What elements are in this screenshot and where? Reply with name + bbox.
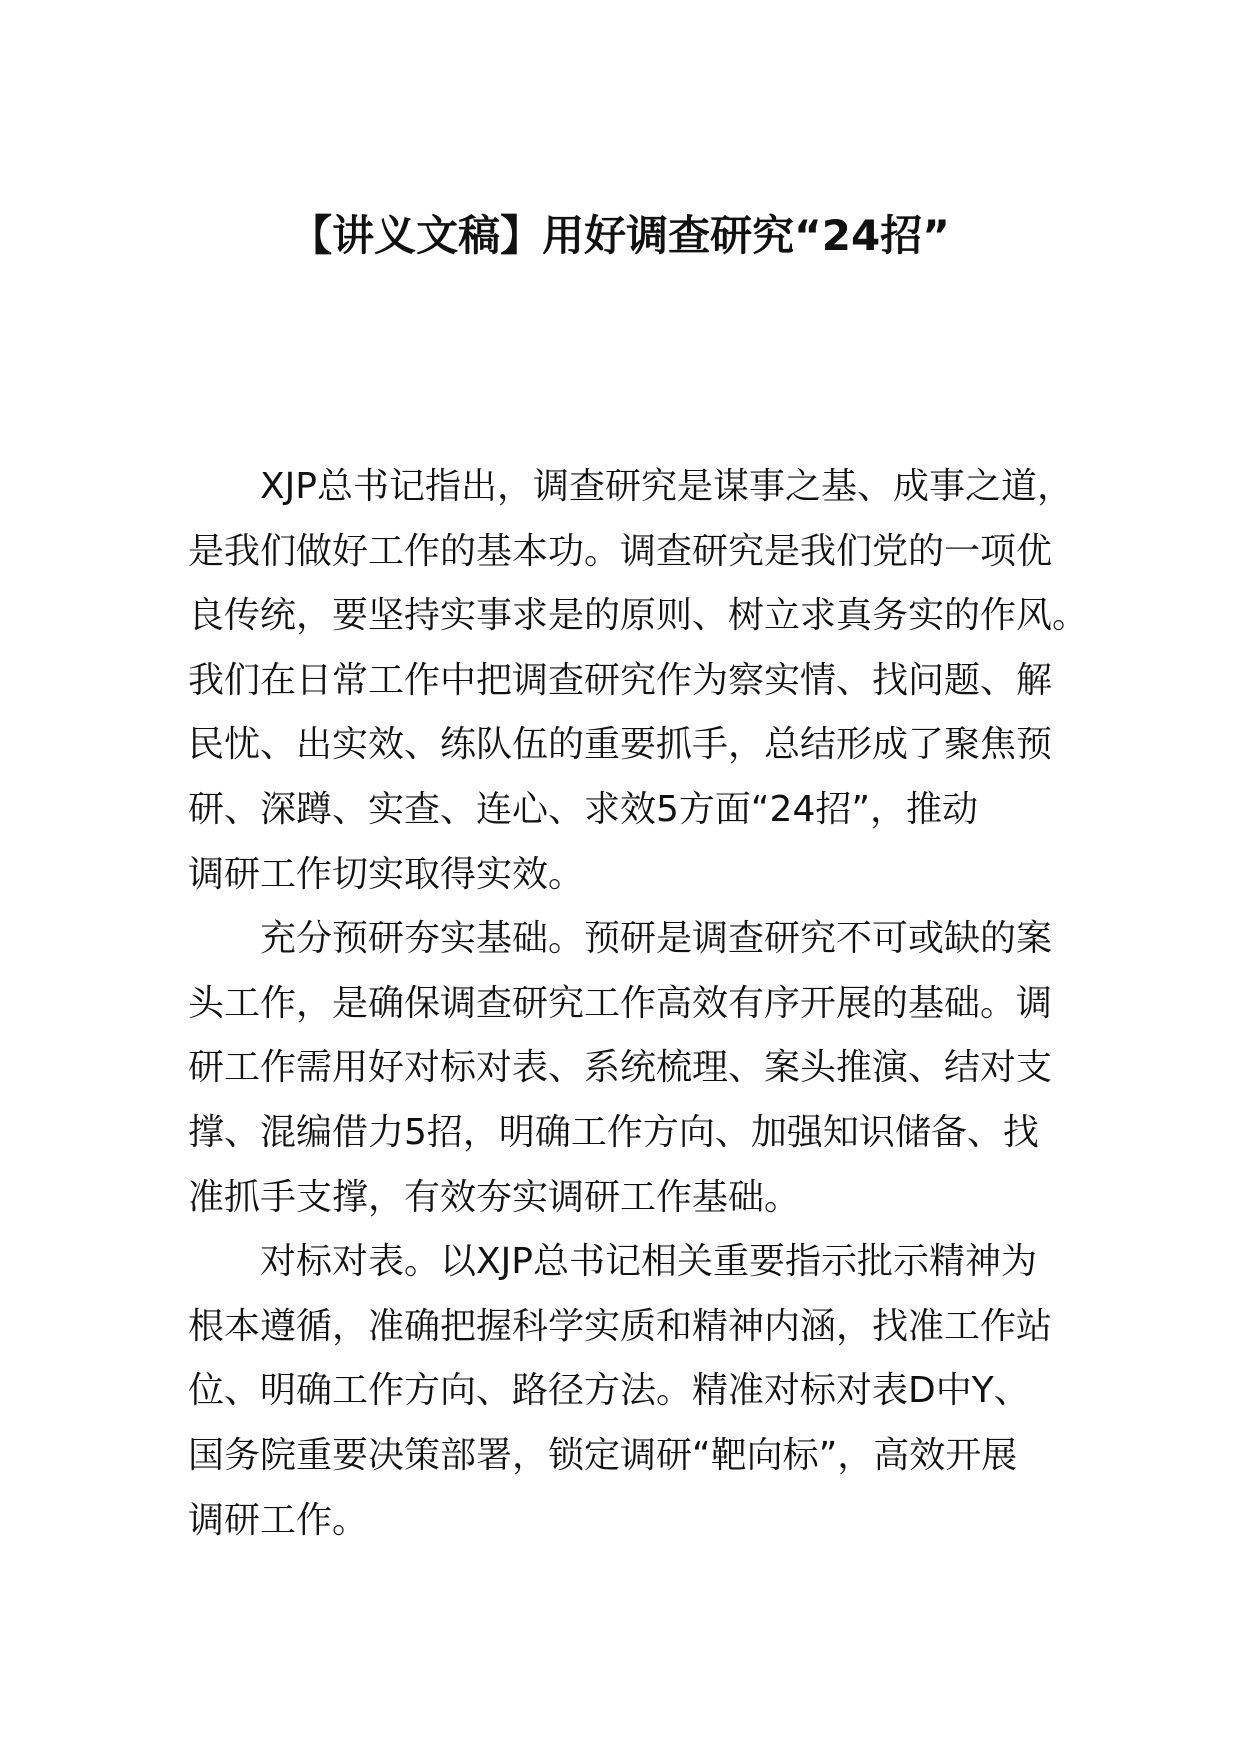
text-line: 研、深蹲、实查、连心、求效5方面“24招”，推动: [188, 788, 979, 830]
text-line: 位、明确工作方向、路径方法。精准对标对表D中Y、: [188, 1370, 1030, 1412]
text-line: 充分预研夯实基础。预研是调查研究不可或缺的案: [260, 918, 1053, 960]
document-title: 【讲义文稿】用好调查研究“24招”: [290, 211, 950, 260]
text-line: 准抓手支撑，有效夯实调研工作基础。: [188, 1176, 801, 1218]
text-line: 民忧、出实效、练队伍的重要抓手，总结形成了聚焦预: [188, 724, 1053, 766]
text-line: 我们在日常工作中把调查研究作为察实情、找问题、解: [188, 659, 1053, 701]
text-line: 国务院重要决策部署，锁定调研“靶向标”，高效开展: [188, 1434, 1018, 1476]
text-line: 研工作需用好对标对表、系统梳理、案头推演、结对支: [188, 1047, 1053, 1089]
paragraph-2: [188, 907, 1068, 1230]
text-line: 调研工作。: [188, 1499, 369, 1541]
text-line: 撑、混编借力5招，明确工作方向、加强知识储备、找: [188, 1111, 1039, 1153]
text-line: 根本遵循，准确把握科学实质和精神内涵，找准工作站: [188, 1305, 1053, 1347]
text-line: 头工作，是确保调查研究工作高效有序开展的基础。调: [188, 982, 1053, 1024]
document-body: [188, 455, 1089, 1553]
text-line: 良传统，要坚持实事求是的原则、树立求真务实的作风。: [188, 595, 1089, 637]
paragraph-1: [188, 455, 1089, 907]
text-line: 对标对表。以XJP总书记相关重要指示批示精神为: [260, 1241, 1037, 1283]
paragraph-3: [188, 1230, 1068, 1553]
text-line: 是我们做好工作的基本功。调查研究是我们党的一项优: [188, 530, 1053, 572]
text-line: XJP总书记指出，调查研究是谋事之基、成事之道，: [260, 466, 1073, 507]
text-line: 调研工作切实取得实效。: [188, 853, 585, 895]
